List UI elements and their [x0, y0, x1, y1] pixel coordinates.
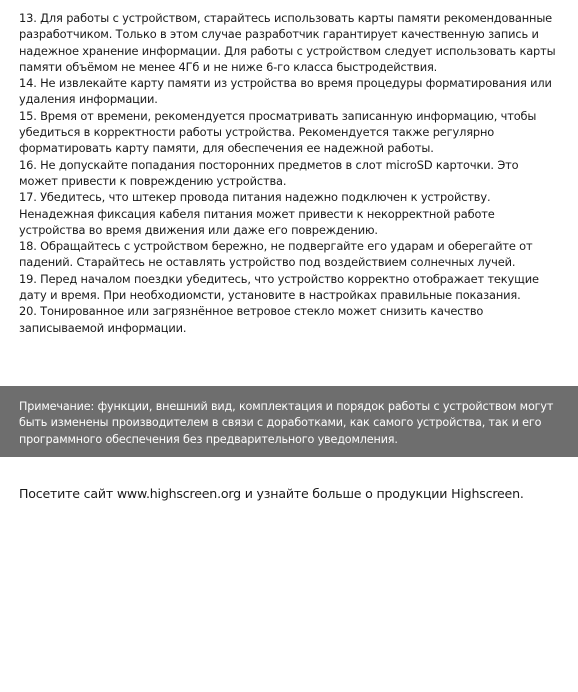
instruction-item-19: 19. Перед началом поездки убедитесь, что устройство корректно отображает текущие дату и время. При необходиомсти, установите в настройках правильные показания. [19, 271, 539, 303]
instruction-item-18: 18. Обращайтесь с устройством бережно, не подвергайте его ударам и оберегайте от падений. Старайтесь не оставлять устройство под воздействием солнечных лучей. [19, 239, 533, 270]
instruction-item-17: 17. Убедитесь, что штекер провода питания надежно подключен к устройству. Ненадежная фиксация кабеля питания может привести к некорректной работе устройства во время движения или даже его повреждению. [19, 190, 495, 237]
website-visit-text: Посетите сайт www.highscreen.org и узнайте больше о продукции Highscreen. [19, 486, 524, 501]
instruction-item-15: 15. Время от времени, рекомендуется просматривать записанную информацию, чтобы убедиться в корректности работы устройства. Рекомендуется также регулярно форматировать карту памяти, для обеспечения ее надежной работы. [19, 108, 537, 156]
instruction-item-20: 20. Тонированное или загрязнённое ветровое стекло может снизить качество записываемой информации. [19, 304, 484, 335]
note-box [0, 386, 578, 457]
instruction-item-13: 13. Для работы с устройством, старайтесь использовать карты памяти рекомендованные разработчиком. Только в этом случае разработчик гарантирует качественную запись и надежное хранение информации. Для работы с устройством следует использовать карты памяти объёмом не менее 4Гб и не ниже 6-го класса быстродействия. [19, 11, 556, 74]
note-text: Примечание: функции, внешний вид, комплектация и порядок работы с устройством могут быть изменены производителем в связи с доработками, как самого устройства, так и его программного обеспечения без предварительного уведомления. [19, 400, 554, 446]
instruction-item-16: 16. Не допускайте попадания посторонних предметов в слот microSD карточки. Это может привести к повреждению устройства. [19, 157, 519, 188]
instructions-list [19, 10, 559, 336]
instruction-item-14: 14. Не извлекайте карту памяти из устройства во время процедуры форматирования или удаления информации. [19, 76, 552, 107]
